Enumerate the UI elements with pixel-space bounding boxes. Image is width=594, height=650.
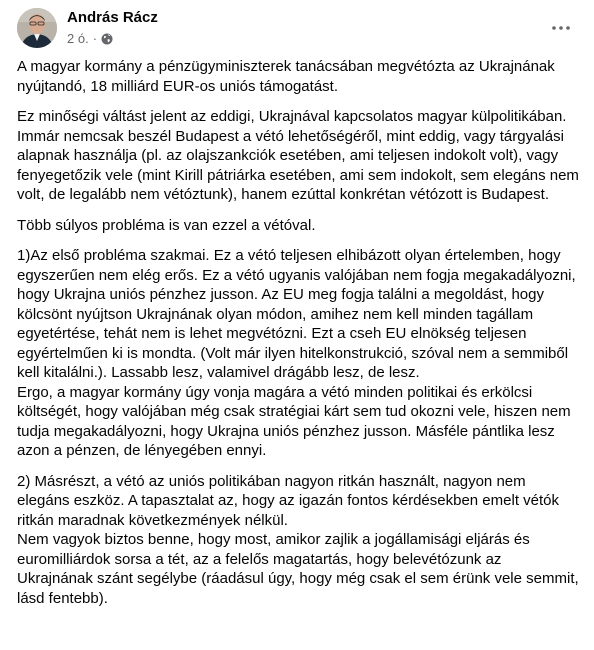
post-text	[17, 57, 579, 619]
avatar[interactable]	[17, 8, 57, 48]
post-meta	[67, 31, 113, 46]
meta-separator: ·	[92, 31, 98, 46]
post-paragraph: 2) Másrészt, a vétó az uniós politikában nagyon ritkán használt, nagyon nem elegáns eszköz. A tapasztalat az, hogy az igazán fontos kérdésekben emelt vétók ritkán maradnak következmények nélkül. Nem vagyok biztos benne, hogy most, amikor zajlik a jogállamisági eljárás és euromilliárdok sorsa a tét, az a felelős magatartás, hogy belevétózunk az Ukrajnának szánt segélybe (ráadásul úgy, hogy még csak el sem érünk vele semmit, lásd fentebb).	[17, 472, 579, 607]
post-paragraph: Több súlyos probléma is van ezzel a vétóval.	[17, 216, 316, 234]
post-paragraph: A magyar kormány a pénzügyminiszterek tanácsában megvétózta az Ukrajnának nyújtandó, 18 milliárd EUR-os uniós támogatást.	[17, 58, 555, 95]
author-name[interactable]: András Rácz	[67, 9, 158, 26]
more-options-icon	[552, 26, 570, 30]
post-paragraph: 1)Az első probléma szakmai. Ez a vétó teljesen elhibázott olyan értelemben, hogy egyszerűen nem elég erős. Ez a vétó ugyanis valójában nem fogja megakadályozni, hogy Ukrajna uniós pénzhez jusson. Az EU meg fogja találni a megoldást, hogy kölcsönt nyújtson Ukrajnának olyan módon, amihez nem kell minden tagállam egyetértése, tehát nem is lehet megvétózni. Ezt a cseh EU elnökség teljesen egyértelműen ki is mondta. (Volt már ilyen hitelkonstrukció, szóval nem a semmiből kell kitalálni.). Lassabb lesz, valamivel drágább lesz, de lesz. Ergo, a magyar kormány úgy vonja magára a vétó minden politikai és erkölcsi költségét, hogy valójában még csak stratégiai kárt sem tud okozni vele, hiszen nem tudja megakadályozni, hogy Ukrajna uniós pénzhez jusson. Másféle pántlika lesz azon a pénzen, de lényegében ennyi.	[17, 247, 576, 459]
more-options-button[interactable]	[545, 12, 577, 44]
post-header	[0, 0, 594, 56]
profile-photo	[17, 8, 57, 48]
post-timestamp[interactable]: 2 ó.	[67, 31, 89, 46]
globe-icon	[101, 33, 113, 45]
post-paragraph: Ez minőségi váltást jelent az eddigi, Ukrajnával kapcsolatos magyar külpolitikában. Immár nemcsak beszél Budapest a vétó lehetőségéről, mint eddig, vagy tárgyalási alapnak használja (pl. az olajszankciók esetében, ami teljesen indokolt volt), vagy fenyegetőzik vele (mint Kirill pátriárka esetében, ami sem indokolt, sem elegáns nem volt, de legalább nem vétóztunk), hanem ezúttal konkrétan vétózott is Budapest.	[17, 108, 579, 203]
